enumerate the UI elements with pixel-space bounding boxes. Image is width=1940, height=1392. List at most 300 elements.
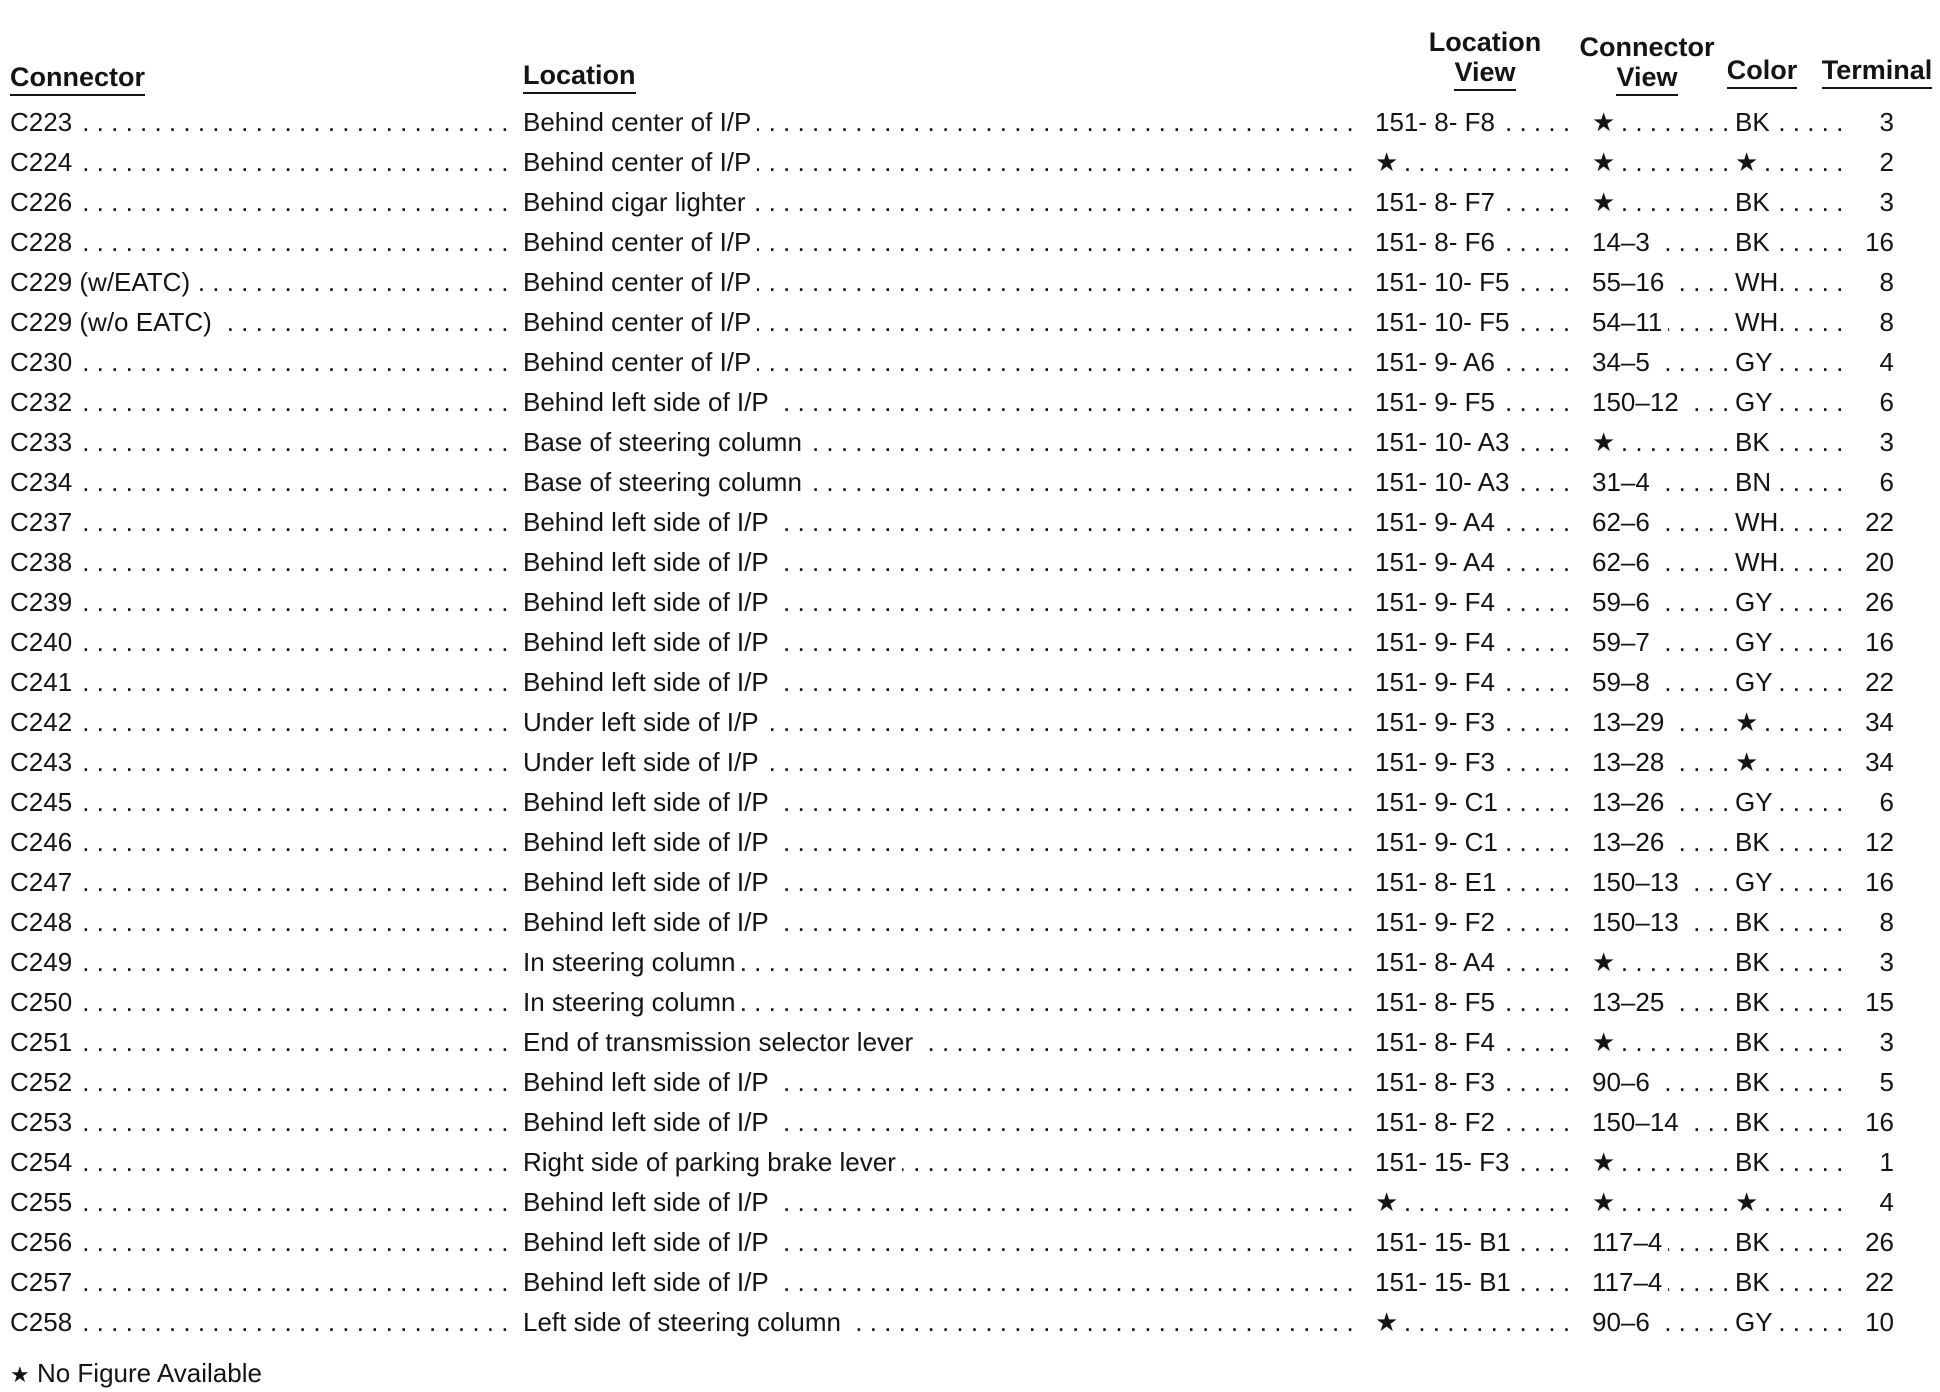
table-row	[0, 702, 1940, 742]
location-value: End of transmission selector lever	[523, 1027, 919, 1057]
cell-location	[523, 302, 1358, 342]
connector-value: C230	[10, 347, 78, 377]
cell-color	[1735, 982, 1845, 1022]
location-value: Under left side of I/P	[523, 707, 765, 737]
connector-value: C248	[10, 907, 78, 937]
connector-view-value: 55–16	[1592, 267, 1670, 297]
cell-location	[523, 942, 1358, 982]
cell-location-view	[1375, 582, 1575, 622]
terminal-value: 34	[1865, 747, 1894, 777]
color-value: ★	[1735, 747, 1759, 777]
location-value: Base of steering column	[523, 427, 808, 457]
cell-terminal	[1852, 462, 1894, 502]
table-row	[0, 902, 1940, 942]
connector-view-value: 150–13	[1592, 907, 1685, 937]
connector-value: C242	[10, 707, 78, 737]
location-value: Behind left side of I/P	[523, 387, 775, 417]
location-value: Behind left side of I/P	[523, 827, 775, 857]
star-icon: ★	[10, 1362, 30, 1387]
location-view-value: 151- 8- E1	[1375, 867, 1502, 897]
color-value: GY	[1735, 667, 1773, 697]
location-view-value: 151- 9- F4	[1375, 587, 1501, 617]
location-view-value: 151- 9- C1	[1375, 787, 1504, 817]
cell-location	[523, 382, 1358, 422]
terminal-value: 22	[1865, 1267, 1894, 1297]
connector-view-value: 59–7	[1592, 627, 1656, 657]
cell-color	[1735, 1182, 1845, 1222]
cell-terminal	[1852, 1142, 1894, 1182]
terminal-value: 6	[1879, 467, 1894, 497]
table-row	[0, 1262, 1940, 1302]
cell-location-view	[1375, 262, 1575, 302]
color-value: WH	[1735, 507, 1779, 537]
location-view-value: 151- 8- F5	[1375, 987, 1501, 1017]
location-value: Behind center of I/P	[523, 107, 757, 137]
location-view-value: 151- 9- F4	[1375, 667, 1501, 697]
header-terminal	[1817, 55, 1937, 89]
color-value: WH	[1735, 307, 1779, 337]
cell-location	[523, 422, 1358, 462]
color-value: BK	[1735, 987, 1770, 1017]
terminal-value: 4	[1879, 1187, 1894, 1217]
cell-connector	[10, 1022, 513, 1062]
connector-value: C226	[10, 187, 78, 217]
header-connector-view	[1572, 32, 1722, 96]
cell-connector	[10, 462, 513, 502]
cell-location-view	[1375, 302, 1575, 342]
cell-color	[1735, 862, 1845, 902]
location-view-value: 151- 8- F2	[1375, 1107, 1501, 1137]
cell-color	[1735, 382, 1845, 422]
color-value: WH	[1735, 547, 1779, 577]
table-row	[0, 1142, 1940, 1182]
cell-location	[523, 142, 1358, 182]
color-value: BK	[1735, 227, 1770, 257]
cell-connector	[10, 142, 513, 182]
cell-terminal	[1852, 302, 1894, 342]
connector-view-value: 117–4	[1592, 1227, 1668, 1257]
connector-value: C250	[10, 987, 78, 1017]
cell-connector-view	[1592, 422, 1727, 462]
terminal-value: 22	[1865, 507, 1894, 537]
cell-location-view	[1375, 342, 1575, 382]
location-view-value: 151- 8- F3	[1375, 1067, 1501, 1097]
connector-value: C232	[10, 387, 78, 417]
cell-location	[523, 1102, 1358, 1142]
cell-connector	[10, 622, 513, 662]
cell-location	[523, 502, 1358, 542]
table-row	[0, 1022, 1940, 1062]
terminal-value: 3	[1879, 107, 1894, 137]
cell-connector	[10, 302, 513, 342]
cell-connector-view	[1592, 942, 1727, 982]
cell-location-view	[1375, 542, 1575, 582]
table-row	[0, 422, 1940, 462]
color-value: BK	[1735, 1267, 1770, 1297]
cell-location-view	[1375, 742, 1575, 782]
connector-value: C243	[10, 747, 78, 777]
cell-connector	[10, 702, 513, 742]
cell-terminal	[1852, 662, 1894, 702]
footnote-text: No Figure Available	[36, 1358, 262, 1388]
cell-connector	[10, 1062, 513, 1102]
cell-color	[1735, 822, 1845, 862]
connector-view-value: 13–28	[1592, 747, 1670, 777]
table-row	[0, 1102, 1940, 1142]
header-connector-view-line1: Connector	[1579, 32, 1715, 62]
terminal-value: 26	[1865, 587, 1894, 617]
table-row	[0, 382, 1940, 422]
connector-view-value: 59–6	[1592, 587, 1656, 617]
cell-location	[523, 342, 1358, 382]
cell-location-view	[1375, 182, 1575, 222]
cell-color	[1735, 182, 1845, 222]
connector-value: C228	[10, 227, 78, 257]
connector-value: C249	[10, 947, 78, 977]
cell-terminal	[1852, 102, 1894, 142]
connector-view-value: 13–26	[1592, 787, 1670, 817]
terminal-value: 16	[1865, 1107, 1894, 1137]
terminal-value: 20	[1865, 547, 1894, 577]
cell-connector	[10, 902, 513, 942]
cell-connector-view	[1592, 1302, 1727, 1342]
header-location-view	[1395, 27, 1575, 91]
cell-location-view	[1375, 1022, 1575, 1062]
cell-terminal	[1852, 262, 1894, 302]
cell-location-view	[1375, 462, 1575, 502]
header-location-view-line2: View	[1454, 57, 1515, 91]
cell-location	[523, 662, 1358, 702]
cell-connector-view	[1592, 702, 1727, 742]
connector-value: C229 (w/EATC)	[10, 267, 196, 297]
cell-location-view	[1375, 1222, 1575, 1262]
cell-connector	[10, 1102, 513, 1142]
connector-view-value: 59–8	[1592, 667, 1656, 697]
connector-value: C254	[10, 1147, 78, 1177]
cell-color	[1735, 662, 1845, 702]
cell-location	[523, 1022, 1358, 1062]
cell-connector	[10, 942, 513, 982]
cell-location	[523, 262, 1358, 302]
color-value: GY	[1735, 347, 1773, 377]
cell-terminal	[1852, 222, 1894, 262]
table-row	[0, 662, 1940, 702]
location-view-value: ★	[1375, 1307, 1404, 1337]
location-view-value: 151- 9- F3	[1375, 707, 1501, 737]
connector-value: C229 (w/o EATC)	[10, 307, 218, 337]
connector-value: C234	[10, 467, 78, 497]
color-value: BK	[1735, 1027, 1770, 1057]
cell-connector-view	[1592, 1262, 1727, 1302]
color-value: BK	[1735, 907, 1770, 937]
cell-color	[1735, 542, 1845, 582]
table-row	[0, 862, 1940, 902]
location-value: Behind left side of I/P	[523, 1187, 775, 1217]
cell-color	[1735, 462, 1845, 502]
cell-terminal	[1852, 822, 1894, 862]
cell-connector	[10, 382, 513, 422]
table-row	[0, 342, 1940, 382]
table-row	[0, 942, 1940, 982]
cell-color	[1735, 782, 1845, 822]
cell-connector	[10, 262, 513, 302]
cell-location-view	[1375, 142, 1575, 182]
cell-connector-view	[1592, 1182, 1727, 1222]
cell-location-view	[1375, 1102, 1575, 1142]
connector-view-value: 14–3	[1592, 227, 1656, 257]
cell-connector	[10, 502, 513, 542]
connector-view-value: 150–12	[1592, 387, 1685, 417]
cell-color	[1735, 622, 1845, 662]
terminal-value: 16	[1865, 867, 1894, 897]
terminal-value: 8	[1879, 307, 1894, 337]
cell-location	[523, 862, 1358, 902]
location-value: Base of steering column	[523, 467, 808, 497]
cell-color	[1735, 142, 1845, 182]
color-value: BK	[1735, 1147, 1770, 1177]
location-value: In steering column	[523, 947, 741, 977]
terminal-value: 12	[1865, 827, 1894, 857]
cell-location	[523, 742, 1358, 782]
cell-terminal	[1852, 862, 1894, 902]
cell-connector	[10, 1262, 513, 1302]
connector-view-value: 13–29	[1592, 707, 1670, 737]
location-view-value: 151- 10- A3	[1375, 427, 1515, 457]
table-row	[0, 982, 1940, 1022]
cell-connector	[10, 102, 513, 142]
table-row	[0, 222, 1940, 262]
color-value: BK	[1735, 1227, 1770, 1257]
location-view-value: 151- 9- F2	[1375, 907, 1501, 937]
cell-connector-view	[1592, 382, 1727, 422]
connector-value: C256	[10, 1227, 78, 1257]
cell-location-view	[1375, 662, 1575, 702]
cell-connector-view	[1592, 262, 1727, 302]
cell-color	[1735, 902, 1845, 942]
connector-view-value: 13–25	[1592, 987, 1670, 1017]
color-value: GY	[1735, 387, 1773, 417]
cell-connector	[10, 542, 513, 582]
location-value: Behind center of I/P	[523, 227, 757, 257]
terminal-value: 4	[1879, 347, 1894, 377]
connector-view-value: 62–6	[1592, 547, 1656, 577]
cell-connector	[10, 422, 513, 462]
table-row	[0, 742, 1940, 782]
cell-color	[1735, 582, 1845, 622]
cell-location-view	[1375, 782, 1575, 822]
location-value: Behind left side of I/P	[523, 1107, 775, 1137]
connector-value: C241	[10, 667, 78, 697]
cell-location	[523, 582, 1358, 622]
cell-color	[1735, 1142, 1845, 1182]
location-value: Behind left side of I/P	[523, 667, 775, 697]
location-value: Behind center of I/P	[523, 267, 757, 297]
table-row	[0, 582, 1940, 622]
cell-connector	[10, 222, 513, 262]
table-row	[0, 622, 1940, 662]
cell-terminal	[1852, 782, 1894, 822]
cell-terminal	[1852, 142, 1894, 182]
location-value: Right side of parking brake lever	[523, 1147, 902, 1177]
table-row	[0, 1302, 1940, 1342]
cell-terminal	[1852, 182, 1894, 222]
cell-terminal	[1852, 982, 1894, 1022]
cell-location-view	[1375, 222, 1575, 262]
connector-view-value: 62–6	[1592, 507, 1656, 537]
connector-value: C245	[10, 787, 78, 817]
cell-connector-view	[1592, 742, 1727, 782]
cell-connector	[10, 1182, 513, 1222]
terminal-value: 1	[1879, 1147, 1894, 1177]
location-view-value: 151- 9- A4	[1375, 547, 1501, 577]
table-row	[0, 142, 1940, 182]
cell-location-view	[1375, 902, 1575, 942]
location-value: Behind left side of I/P	[523, 787, 775, 817]
cell-location-view	[1375, 1302, 1575, 1342]
cell-connector-view	[1592, 862, 1727, 902]
cell-terminal	[1852, 1062, 1894, 1102]
color-value: GY	[1735, 867, 1773, 897]
connector-value: C251	[10, 1027, 78, 1057]
terminal-value: 16	[1865, 627, 1894, 657]
cell-connector	[10, 582, 513, 622]
color-value: GY	[1735, 1307, 1773, 1337]
cell-terminal	[1852, 502, 1894, 542]
cell-color	[1735, 102, 1845, 142]
header-connector	[10, 62, 145, 96]
cell-location	[523, 182, 1358, 222]
table-row	[0, 102, 1940, 142]
terminal-value: 34	[1865, 707, 1894, 737]
connector-view-value: 13–26	[1592, 827, 1670, 857]
cell-connector-view	[1592, 1222, 1727, 1262]
cell-color	[1735, 1262, 1845, 1302]
cell-terminal	[1852, 1022, 1894, 1062]
table-row	[0, 822, 1940, 862]
cell-connector	[10, 342, 513, 382]
color-value: WH	[1735, 267, 1779, 297]
cell-terminal	[1852, 942, 1894, 982]
cell-connector-view	[1592, 102, 1727, 142]
connector-view-value: 31–4	[1592, 467, 1656, 497]
location-view-value: ★	[1375, 147, 1404, 177]
location-value: Behind center of I/P	[523, 347, 757, 377]
cell-terminal	[1852, 702, 1894, 742]
connector-value: C239	[10, 587, 78, 617]
cell-location-view	[1375, 1062, 1575, 1102]
terminal-value: 3	[1879, 187, 1894, 217]
location-value: Behind left side of I/P	[523, 1067, 775, 1097]
connector-view-value: 54–11	[1592, 307, 1668, 337]
cell-location-view	[1375, 502, 1575, 542]
connector-view-value: ★	[1592, 1187, 1621, 1217]
terminal-value: 22	[1865, 667, 1894, 697]
terminal-value: 8	[1879, 907, 1894, 937]
cell-connector	[10, 1302, 513, 1342]
cell-color	[1735, 1062, 1845, 1102]
header-color	[1722, 55, 1802, 89]
cell-color	[1735, 262, 1845, 302]
cell-terminal	[1852, 1302, 1894, 1342]
cell-connector	[10, 182, 513, 222]
color-value: GY	[1735, 627, 1773, 657]
color-value: BK	[1735, 1107, 1770, 1137]
table-row	[0, 782, 1940, 822]
connector-value: C247	[10, 867, 78, 897]
cell-terminal	[1852, 622, 1894, 662]
cell-terminal	[1852, 582, 1894, 622]
cell-location	[523, 902, 1358, 942]
cell-connector-view	[1592, 902, 1727, 942]
location-value: Behind left side of I/P	[523, 1227, 775, 1257]
cell-location	[523, 782, 1358, 822]
terminal-value: 6	[1879, 787, 1894, 817]
cell-location-view	[1375, 622, 1575, 662]
connector-view-value: ★	[1592, 107, 1621, 137]
color-value: ★	[1735, 707, 1759, 737]
cell-connector-view	[1592, 1062, 1727, 1102]
connector-view-value: 34–5	[1592, 347, 1656, 377]
cell-connector	[10, 1222, 513, 1262]
cell-location	[523, 462, 1358, 502]
location-value: Behind left side of I/P	[523, 867, 775, 897]
cell-terminal	[1852, 1102, 1894, 1142]
color-value: BK	[1735, 947, 1770, 977]
location-view-value: 151- 9- F5	[1375, 387, 1501, 417]
cell-connector-view	[1592, 822, 1727, 862]
cell-terminal	[1852, 542, 1894, 582]
cell-location	[523, 1262, 1358, 1302]
terminal-value: 5	[1879, 1067, 1894, 1097]
terminal-value: 3	[1879, 947, 1894, 977]
cell-location	[523, 1182, 1358, 1222]
location-value: Behind left side of I/P	[523, 627, 775, 657]
location-value: Behind left side of I/P	[523, 1267, 775, 1297]
cell-color	[1735, 1102, 1845, 1142]
connector-value: C240	[10, 627, 78, 657]
cell-color	[1735, 1302, 1845, 1342]
connector-value: C255	[10, 1187, 78, 1217]
cell-terminal	[1852, 902, 1894, 942]
connector-value: C238	[10, 547, 78, 577]
connector-value: C253	[10, 1107, 78, 1137]
table-row	[0, 542, 1940, 582]
location-view-value: 151- 8- F4	[1375, 1027, 1501, 1057]
cell-location-view	[1375, 1142, 1575, 1182]
cell-color	[1735, 502, 1845, 542]
color-value: BK	[1735, 427, 1770, 457]
table-row	[0, 302, 1940, 342]
cell-terminal	[1852, 382, 1894, 422]
cell-location-view	[1375, 862, 1575, 902]
connector-view-value: ★	[1592, 1027, 1621, 1057]
color-value: BK	[1735, 1067, 1770, 1097]
cell-location	[523, 822, 1358, 862]
cell-connector-view	[1592, 1102, 1727, 1142]
location-view-value: 151- 9- A6	[1375, 347, 1501, 377]
connector-view-value: 150–13	[1592, 867, 1685, 897]
location-view-value: 151- 15- B1	[1375, 1227, 1517, 1257]
cell-location	[523, 1142, 1358, 1182]
header-connector-view-line2: View	[1616, 62, 1677, 96]
cell-connector-view	[1592, 182, 1727, 222]
header-connector-label: Connector	[10, 62, 145, 96]
cell-connector-view	[1592, 622, 1727, 662]
location-value: Under left side of I/P	[523, 747, 765, 777]
location-view-value: 151- 10- A3	[1375, 467, 1515, 497]
location-view-value: 151- 9- F4	[1375, 627, 1501, 657]
cell-location-view	[1375, 982, 1575, 1022]
